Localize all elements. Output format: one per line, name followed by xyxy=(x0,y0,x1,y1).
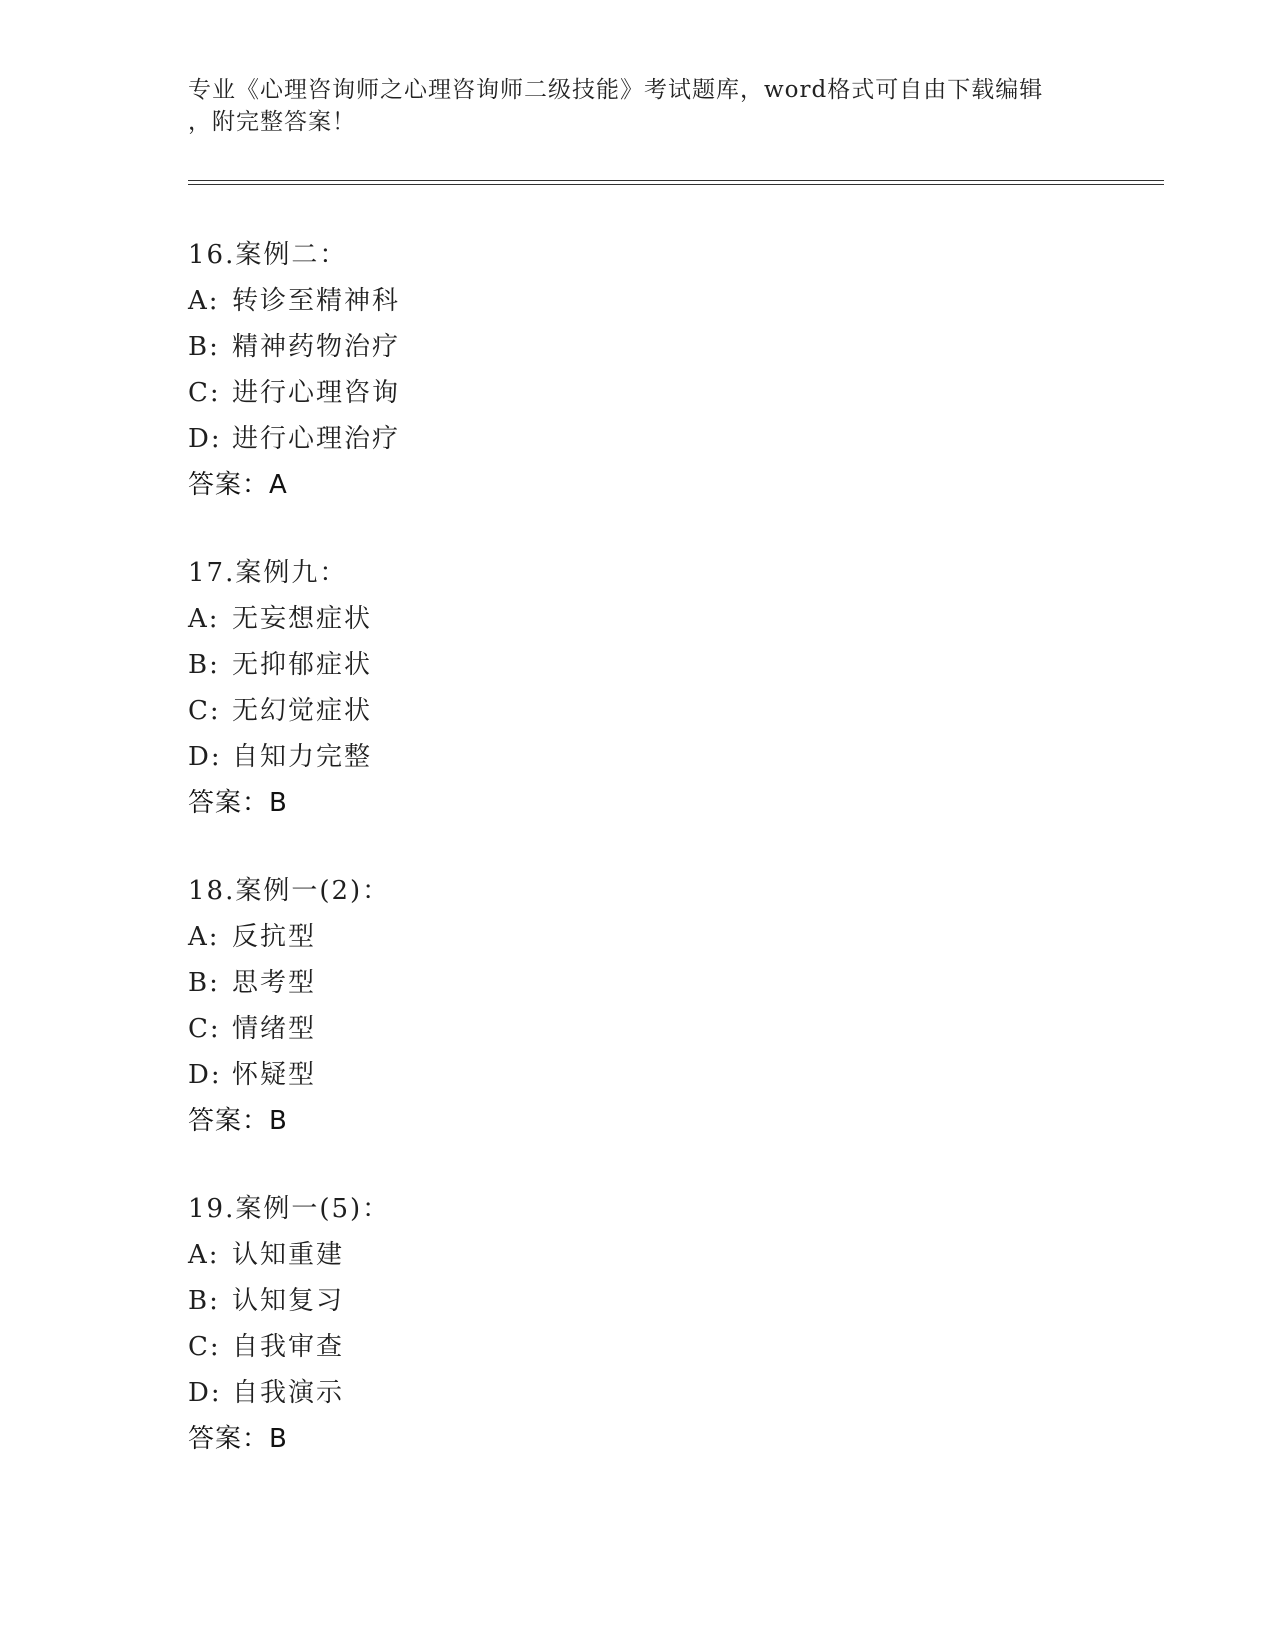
option-b: B: 精神药物治疗 xyxy=(188,332,401,362)
option-a: A: 无妄想症状 xyxy=(188,604,373,634)
option-a: A: 转诊至精神科 xyxy=(188,286,401,316)
question-19 xyxy=(188,1186,888,1462)
header-divider-bottom xyxy=(188,184,1164,185)
document-header xyxy=(188,74,1088,138)
answer: 答案：B xyxy=(188,1424,288,1454)
option-c: C: 情绪型 xyxy=(188,1014,317,1044)
option-d: D: 自我演示 xyxy=(188,1378,345,1408)
option-a: A: 反抗型 xyxy=(188,922,317,952)
question-title: 16.案例二： xyxy=(188,240,348,270)
option-a: A: 认知重建 xyxy=(188,1240,345,1270)
option-b: B: 思考型 xyxy=(188,968,317,998)
header-line-2: ，附完整答案！ xyxy=(188,109,356,135)
question-title: 17.案例九： xyxy=(188,558,348,588)
option-b: B: 无抑郁症状 xyxy=(188,650,373,680)
answer: 答案：B xyxy=(188,788,288,818)
header-line-1: 专业《心理咨询师之心理咨询师二级技能》考试题库，word格式可自由下载编辑 xyxy=(188,77,1044,103)
option-c: C: 进行心理咨询 xyxy=(188,378,401,408)
question-title: 18.案例一(2)： xyxy=(188,876,391,906)
answer: 答案：A xyxy=(188,470,288,500)
question-18 xyxy=(188,868,888,1144)
option-b: B: 认知复习 xyxy=(188,1286,345,1316)
question-16 xyxy=(188,232,888,508)
option-d: D: 怀疑型 xyxy=(188,1060,317,1090)
question-17 xyxy=(188,550,888,826)
option-c: C: 自我审查 xyxy=(188,1332,345,1362)
answer: 答案：B xyxy=(188,1106,288,1136)
question-title: 19.案例一(5)： xyxy=(188,1194,391,1224)
option-d: D: 进行心理治疗 xyxy=(188,424,401,454)
option-c: C: 无幻觉症状 xyxy=(188,696,373,726)
option-d: D: 自知力完整 xyxy=(188,742,373,772)
header-divider-top xyxy=(188,180,1164,181)
